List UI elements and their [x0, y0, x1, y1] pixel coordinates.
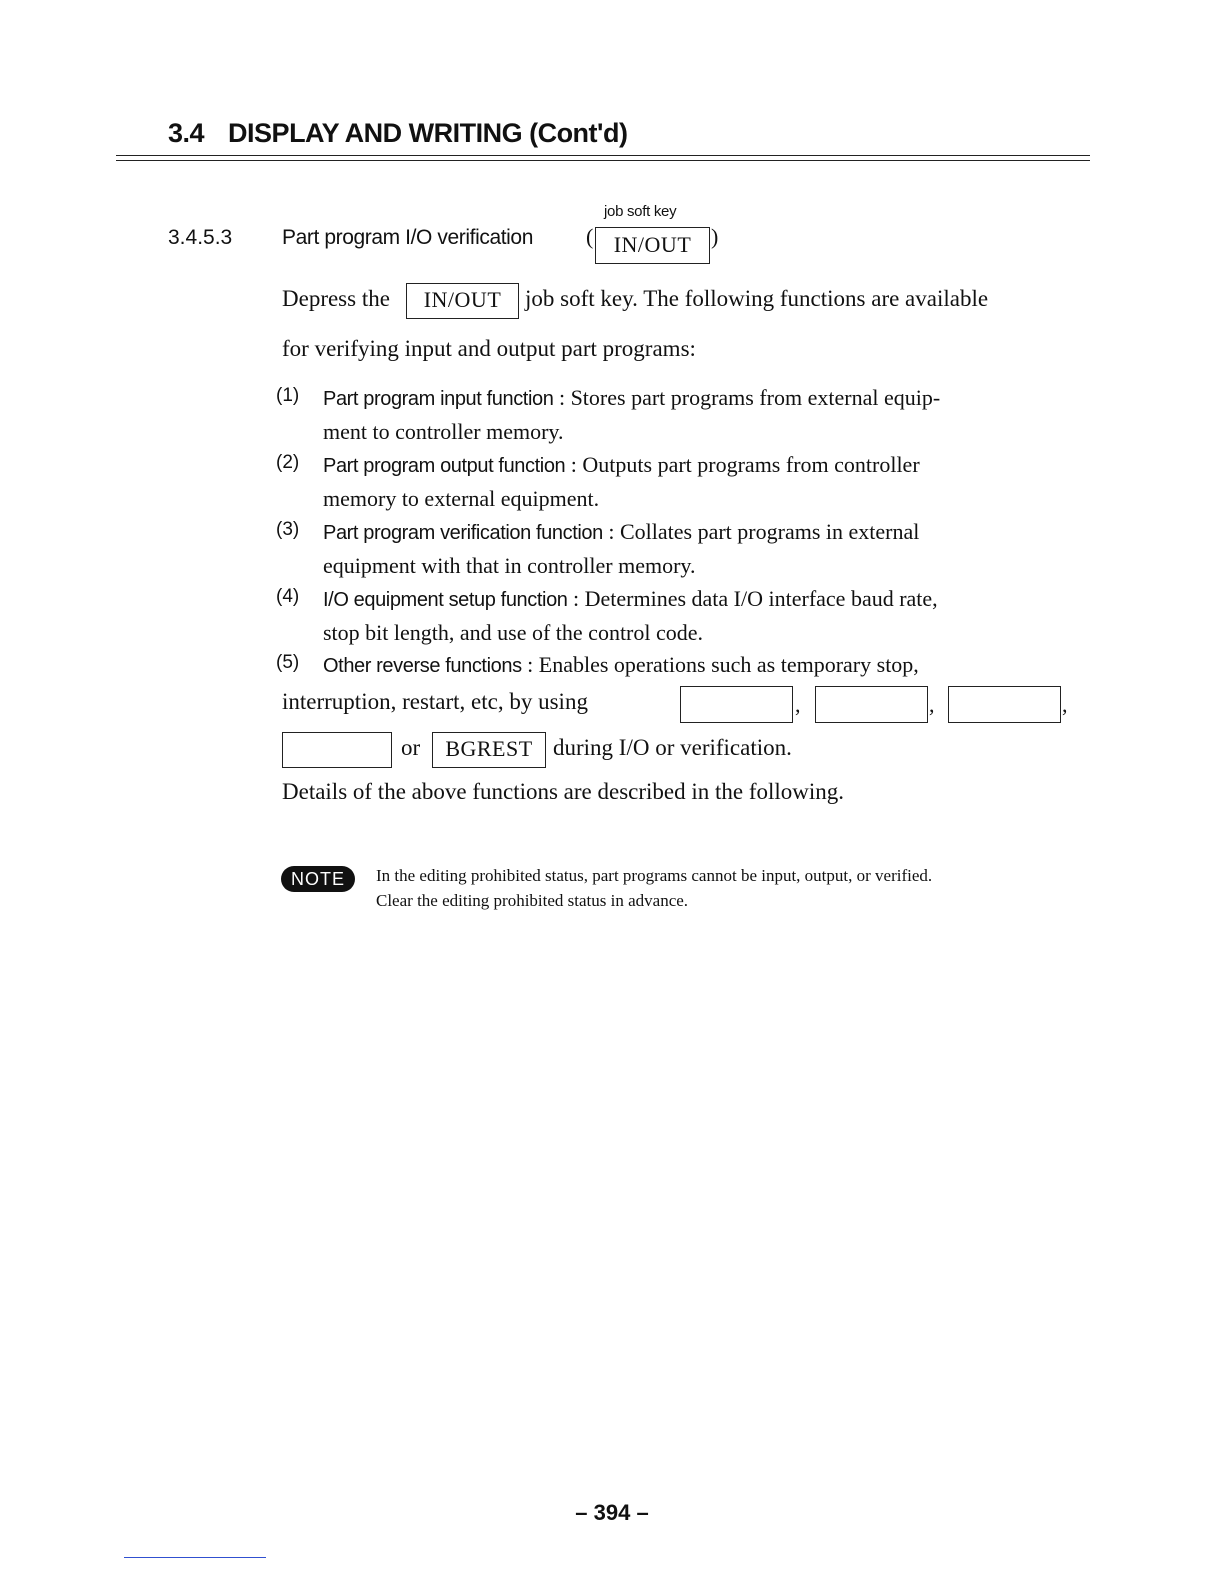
item-line-1: [323, 452, 920, 478]
item5-interruption-line: interruption, restart, etc, by using: [282, 689, 588, 714]
in-out-key-title: IN/OUT: [595, 227, 710, 264]
item-line-1: [323, 652, 919, 678]
intro-continuation: job soft key. The following functions are available: [525, 286, 989, 311]
item-line-1: [323, 385, 940, 411]
item-marker: (4): [276, 586, 300, 607]
item-label: Part program verification function: [323, 522, 603, 544]
during-io-text: during I/O or verification.: [553, 735, 792, 760]
item-line-2: memory to external equipment.: [323, 486, 600, 511]
comma: ,: [1062, 692, 1068, 717]
details-text: Details of the above functions are described in the following.: [282, 779, 845, 804]
item-desc: : Determines data I/O interface baud rate,: [567, 586, 938, 611]
item-marker: (2): [276, 452, 300, 473]
bgrest-key: BGREST: [432, 732, 546, 768]
item-marker: (3): [276, 519, 300, 540]
item-marker: (1): [276, 385, 300, 406]
item-label: Part program output function: [323, 455, 566, 477]
note-badge: NOTE: [281, 866, 355, 892]
item-desc: : Collates part programs in external: [602, 519, 920, 544]
item-line-2: ment to controller memory.: [323, 419, 564, 444]
item-desc: : Enables operations such as temporary stop,: [521, 652, 919, 677]
item-marker: (5): [276, 652, 300, 673]
item-label: Part program input function: [323, 388, 554, 410]
item-line-1: [323, 586, 938, 612]
item-line-1: [323, 519, 919, 545]
blank-key-1: [680, 686, 793, 723]
blank-key-4: [282, 732, 392, 768]
blank-key-2: [815, 686, 928, 723]
comma: ,: [929, 692, 935, 717]
word-or: or: [401, 735, 421, 760]
item-line-2: equipment with that in controller memory.: [323, 553, 696, 578]
subsection-number: 3.4.5.3: [168, 226, 233, 249]
item-label: I/O equipment setup function: [323, 589, 568, 611]
header-rule-top: [116, 155, 1090, 156]
header-rule-bottom: [116, 160, 1090, 161]
note-line-1: In the editing prohibited status, part programs cannot be input, output, or verified.: [376, 866, 933, 885]
page-number: – 394 –: [575, 1500, 649, 1525]
job-soft-key-label: job soft key: [604, 203, 677, 220]
footer-rule: [124, 1557, 266, 1558]
item-label: Other reverse functions: [323, 655, 522, 677]
open-paren: (: [586, 224, 594, 249]
in-out-key-inline: IN/OUT: [406, 283, 519, 319]
item-desc: : Stores part programs from external equip-: [553, 385, 941, 410]
intro-line-2: for verifying input and output part programs:: [282, 336, 696, 361]
comma: ,: [795, 692, 801, 717]
note-line-2: Clear the editing prohibited status in advance.: [376, 891, 689, 910]
section-heading: [168, 118, 627, 149]
item-line-2: stop bit length, and use of the control code.: [323, 620, 704, 645]
subsection-title: Part program I/O verification: [282, 226, 533, 249]
blank-key-3: [948, 686, 1061, 723]
close-paren: ): [711, 224, 719, 249]
section-title: DISPLAY AND WRITING (Cont'd): [228, 118, 628, 148]
item-desc: : Outputs part programs from controller: [565, 452, 920, 477]
section-number: 3.4: [168, 118, 205, 148]
intro-depress-text: Depress the: [282, 286, 390, 311]
